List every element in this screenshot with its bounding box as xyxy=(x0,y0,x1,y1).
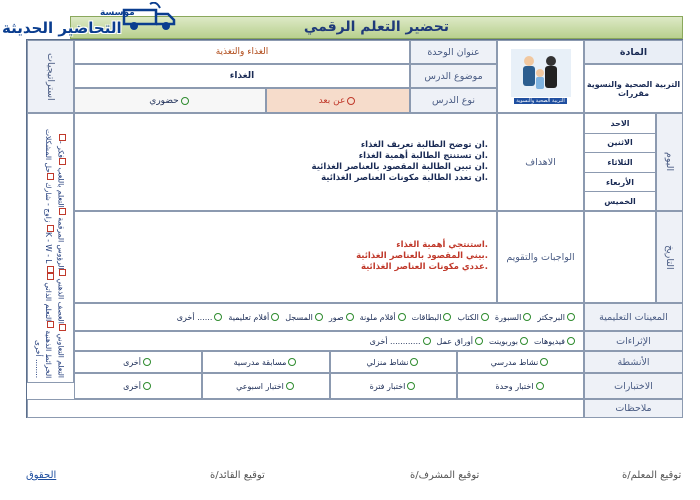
page-title: تحضير التعلم الرقمي xyxy=(303,19,450,35)
assessment-content xyxy=(74,211,497,303)
goals-content xyxy=(74,113,497,211)
checkbox-icon[interactable] xyxy=(59,324,66,331)
tests-option[interactable] xyxy=(457,373,584,399)
resources-label xyxy=(584,303,683,331)
type-label-text: نوع الدرس xyxy=(432,95,475,106)
strategy-item[interactable] xyxy=(44,280,53,328)
resources-option-label: أقلام ملونة xyxy=(359,312,396,322)
radio-icon[interactable] xyxy=(143,358,151,366)
radio-icon[interactable] xyxy=(398,313,406,321)
enrichment-option-label: أوراق عمل xyxy=(436,336,473,346)
unit-label-text: عنوان الوحدة xyxy=(427,46,480,58)
lesson-value-text: الغذاء xyxy=(229,71,255,81)
rights-link[interactable]: الحقوق xyxy=(26,470,57,481)
unit-label xyxy=(410,40,497,64)
type-inperson-option[interactable] xyxy=(74,88,266,113)
enrichment-option[interactable] xyxy=(437,337,485,346)
radio-icon[interactable] xyxy=(143,382,151,390)
radio-icon[interactable] xyxy=(347,97,355,105)
assessment-label-text: الواجبات والتقويم xyxy=(506,251,575,263)
resources-option-label: أخرى ...... xyxy=(176,312,213,322)
activities-option-label: أخرى xyxy=(123,357,141,367)
enrichment-label xyxy=(584,331,683,351)
tests-option[interactable] xyxy=(74,373,202,399)
type-remote-option[interactable] xyxy=(266,88,410,113)
radio-icon[interactable] xyxy=(407,382,415,390)
notes-label xyxy=(584,399,683,418)
activities-label-text: الأنشطة xyxy=(617,356,650,368)
strategy-label: التعلم الذاتي xyxy=(44,281,53,321)
resources-line xyxy=(177,313,577,322)
resources-option[interactable] xyxy=(495,313,533,322)
tests-option-label: اختبار اسبوعي xyxy=(236,381,284,391)
unit-value xyxy=(74,40,410,64)
radio-icon[interactable] xyxy=(520,337,528,345)
strategy-label: التعلم باللعب xyxy=(56,167,66,208)
checkbox-icon[interactable] xyxy=(47,173,54,180)
resources-option[interactable] xyxy=(457,313,490,322)
strategies-header xyxy=(27,40,74,113)
strategy-label: K - W - L xyxy=(44,231,53,264)
subject-image xyxy=(497,40,584,113)
resources-options xyxy=(74,303,584,331)
activities-option-label: نشاط منزلي xyxy=(366,357,409,367)
resources-option[interactable] xyxy=(285,313,325,322)
checkbox-icon[interactable] xyxy=(47,321,54,328)
assessment-item: عددي مكونات العناصر الغذائية. xyxy=(360,262,488,272)
radio-icon[interactable] xyxy=(475,337,483,345)
lesson-value xyxy=(74,64,410,88)
notes-value[interactable] xyxy=(27,399,584,418)
activities-option[interactable] xyxy=(74,351,202,373)
resources-option[interactable] xyxy=(177,313,225,322)
strategy-label: حل المشكلات xyxy=(44,129,53,173)
lesson-plan-table xyxy=(26,39,683,418)
assessment-list xyxy=(356,240,488,273)
enrichment-line xyxy=(370,337,577,346)
subject-value xyxy=(584,64,683,113)
strategy-item[interactable] xyxy=(57,215,66,276)
resources-option[interactable] xyxy=(412,313,454,322)
checkbox-icon[interactable] xyxy=(59,208,66,215)
activities-option[interactable] xyxy=(202,351,330,373)
date-label xyxy=(656,211,683,303)
checkbox-icon[interactable] xyxy=(47,273,54,280)
activities-option-label: مسابقة مدرسية xyxy=(233,357,287,367)
goals-label-text: الاهداف xyxy=(525,156,556,168)
radio-icon[interactable] xyxy=(181,97,189,105)
enrichment-option-label: بوربوينت xyxy=(488,336,519,346)
resources-option-label: البطاقات xyxy=(411,312,442,322)
radio-icon[interactable] xyxy=(346,313,354,321)
type-inperson-text: حضوري xyxy=(149,95,179,106)
radio-icon[interactable] xyxy=(567,337,575,345)
date-label-text: التاريخ xyxy=(664,244,675,270)
day-label-text: اليوم xyxy=(664,152,675,172)
strategy-item[interactable] xyxy=(44,225,53,266)
image-caption: التربية الصحية والنسوية xyxy=(516,98,565,104)
day-item[interactable]: الأربعاء xyxy=(585,173,655,193)
resources-option-label: السبورة xyxy=(494,312,522,322)
subject-label xyxy=(584,40,683,64)
strategy-item[interactable] xyxy=(57,165,66,215)
lesson-label-text: موضوع الدرس xyxy=(424,70,483,82)
enrichment-option-label: أخرى ............ xyxy=(369,336,421,346)
assessment-item: استنتجي أهمية الغذاء. xyxy=(396,240,488,250)
strategies-list xyxy=(27,113,74,383)
resources-option[interactable] xyxy=(329,313,356,322)
radio-icon[interactable] xyxy=(271,313,279,321)
radio-icon[interactable] xyxy=(443,313,451,321)
enrichment-option[interactable] xyxy=(489,337,530,346)
radio-icon[interactable] xyxy=(481,313,489,321)
resources-option[interactable] xyxy=(360,313,408,322)
goals-list xyxy=(312,140,488,184)
tests-option-label: اختبار وحدة xyxy=(495,381,534,391)
enrichment-label-text: الإثراءات xyxy=(616,335,651,347)
unit-value-text: الغذاء والتغذية xyxy=(215,47,269,57)
strategy-label: فكر - زاوج - شارك xyxy=(44,141,66,223)
enrichment-options xyxy=(74,331,584,351)
radio-icon[interactable] xyxy=(288,358,296,366)
activities-option-label: نشاط مدرسي xyxy=(490,357,539,367)
tests-option-label: أخرى xyxy=(123,381,141,391)
checkbox-icon[interactable] xyxy=(47,266,54,273)
type-label xyxy=(410,88,497,113)
enrichment-option[interactable] xyxy=(370,337,433,346)
supervisor-signature: توقيع المشرف/ة xyxy=(410,470,480,481)
radio-icon[interactable] xyxy=(540,358,548,366)
goal-item: ان توضح الطالبة تعريف الغذاء. xyxy=(360,140,488,150)
tests-label-text: الاختبارات xyxy=(614,380,653,392)
day-item[interactable]: الثلاثاء xyxy=(585,153,655,173)
brand-logo xyxy=(0,2,182,42)
brand-name: التحاضير الحديثة xyxy=(2,19,122,37)
teacher-signature: توقيع المعلم/ة xyxy=(622,470,682,481)
tests-option[interactable] xyxy=(202,373,330,399)
brand-subtitle: مؤسسة xyxy=(100,8,135,18)
tests-option-label: اختبار فترة xyxy=(369,381,406,391)
resources-option[interactable] xyxy=(537,313,577,322)
enrichment-option[interactable] xyxy=(534,337,577,346)
days-items xyxy=(585,114,655,212)
radio-icon[interactable] xyxy=(523,313,531,321)
lesson-label xyxy=(410,64,497,88)
tests-label xyxy=(584,373,683,399)
notes-label-text: ملاحظات xyxy=(615,403,652,414)
date-value[interactable] xyxy=(584,211,656,303)
tests-option[interactable] xyxy=(330,373,457,399)
resources-option[interactable] xyxy=(228,313,281,322)
days-list xyxy=(584,113,656,211)
radio-icon[interactable] xyxy=(423,337,431,345)
type-remote-text: عن بعد xyxy=(318,95,346,106)
goal-item: ان تستنتج الطالبة أهمية الغذاء. xyxy=(358,151,488,161)
assessment-label xyxy=(497,211,584,303)
activities-option[interactable] xyxy=(330,351,457,373)
radio-icon[interactable] xyxy=(536,382,544,390)
radio-icon[interactable] xyxy=(410,358,418,366)
activities-option[interactable] xyxy=(457,351,584,373)
strategies-items xyxy=(33,118,68,378)
strategy-label: التعلم التعاوني xyxy=(56,333,66,378)
strategy-label: الخرائط الذهنية xyxy=(44,330,53,378)
goal-item: ان تبين الطالبة المقصود بالعناصر الغذائية. xyxy=(311,162,488,172)
strategy-item[interactable] xyxy=(57,276,66,331)
resources-option-label: البرجكتر xyxy=(537,312,565,322)
radio-icon[interactable] xyxy=(286,382,294,390)
radio-icon[interactable] xyxy=(214,313,222,321)
strategy-label: الرؤوس المرقمة xyxy=(56,217,66,270)
radio-icon[interactable] xyxy=(567,313,575,321)
family-illustration-icon xyxy=(511,49,571,97)
strategy-label: العصف الذهني xyxy=(56,278,66,324)
leader-signature: توقيع القائد/ة xyxy=(210,470,265,481)
strategies-header-label: استراتيجيات xyxy=(45,52,56,101)
day-item[interactable]: الاثنين xyxy=(585,134,655,154)
goal-item: ان تعدد الطالبة مكونات العناصر الغذائية. xyxy=(321,173,488,183)
resources-option-label: المسجل xyxy=(285,312,313,322)
day-item[interactable]: الاحد xyxy=(585,114,655,134)
day-item[interactable]: الخميس xyxy=(585,192,655,212)
enrichment-option-label: فيديوهات xyxy=(534,336,565,346)
resources-option-label: الكتاب xyxy=(457,312,479,322)
resources-option-label: صور xyxy=(328,312,344,322)
resources-label-text: المعينات التعليمية xyxy=(599,311,668,323)
assessment-item: بيني المقصود بالعناصر الغذائية. xyxy=(356,251,488,261)
subject-value-text: التربية الصحية والنسوية مقررات xyxy=(586,79,681,98)
checkbox-icon[interactable] xyxy=(47,225,54,232)
radio-icon[interactable] xyxy=(315,313,323,321)
day-label xyxy=(656,113,683,211)
resources-option-label: أفلام تعليمية xyxy=(228,312,270,322)
goals-label xyxy=(497,113,584,211)
subject-label-text: المادة xyxy=(619,46,648,58)
activities-label xyxy=(584,351,683,373)
strategy-label: أخرى ........ xyxy=(34,339,43,378)
